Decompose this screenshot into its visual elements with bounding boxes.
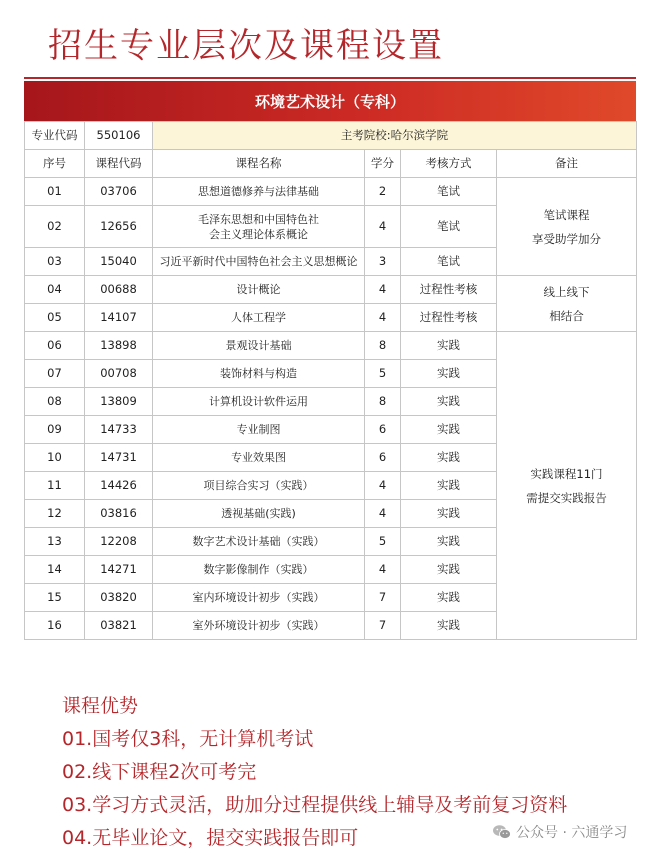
row-seq: 14 bbox=[25, 556, 85, 584]
row-course-code: 15040 bbox=[85, 248, 153, 276]
watermark-text: 公众号 · 六通学习 bbox=[516, 825, 628, 841]
row-course-name: 专业制图 bbox=[153, 416, 365, 444]
row-course-code: 12208 bbox=[85, 528, 153, 556]
row-seq: 08 bbox=[25, 388, 85, 416]
row-course-name: 习近平新时代中国特色社会主义思想概论 bbox=[153, 248, 365, 276]
row-seq: 02 bbox=[25, 206, 85, 248]
advantage-item-2: 02.线下课程2次可考完 bbox=[62, 761, 257, 783]
row-course-code: 14271 bbox=[85, 556, 153, 584]
row-credits: 3 bbox=[365, 248, 401, 276]
advantage-item-4: 04.无毕业论文，提交实践报告即可 bbox=[62, 827, 359, 849]
row-course-code: 00708 bbox=[85, 360, 153, 388]
row-course-name: 数字影像制作（实践） bbox=[153, 556, 365, 584]
row-course-name bbox=[153, 206, 365, 248]
row-seq: 15 bbox=[25, 584, 85, 612]
header-course-code: 课程代码 bbox=[85, 150, 153, 178]
row-seq: 06 bbox=[25, 332, 85, 360]
row-exam: 实践 bbox=[401, 388, 497, 416]
row-remark bbox=[497, 178, 637, 276]
row-course-code: 03706 bbox=[85, 178, 153, 206]
row-exam: 实践 bbox=[401, 500, 497, 528]
row-seq: 05 bbox=[25, 304, 85, 332]
row-course-name: 专业效果图 bbox=[153, 444, 365, 472]
header-remark: 备注 bbox=[497, 150, 637, 178]
row-remark bbox=[497, 276, 637, 332]
major-info-row bbox=[25, 122, 637, 150]
row-exam: 过程性考核 bbox=[401, 304, 497, 332]
page-title: 招生专业层次及课程设置 bbox=[48, 26, 444, 66]
row-seq: 11 bbox=[25, 472, 85, 500]
row-credits: 7 bbox=[365, 584, 401, 612]
advantage-item-1: 01.国考仅3科，无计算机考试 bbox=[62, 728, 314, 750]
row-exam: 实践 bbox=[401, 416, 497, 444]
row-course-code: 03821 bbox=[85, 612, 153, 640]
header-seq: 序号 bbox=[25, 150, 85, 178]
row-seq: 10 bbox=[25, 444, 85, 472]
row-credits: 8 bbox=[365, 332, 401, 360]
row-seq: 16 bbox=[25, 612, 85, 640]
major-banner: 环境艺术设计（专科） bbox=[24, 81, 636, 121]
course-rows bbox=[25, 178, 637, 640]
row-seq: 09 bbox=[25, 416, 85, 444]
major-code-value: 550106 bbox=[85, 122, 153, 150]
row-course-name: 装饰材料与构造 bbox=[153, 360, 365, 388]
school-cell: 主考院校:哈尔滨学院 bbox=[153, 122, 637, 150]
header-credits: 学分 bbox=[365, 150, 401, 178]
row-exam: 实践 bbox=[401, 360, 497, 388]
row-seq: 07 bbox=[25, 360, 85, 388]
row-course-name: 室外环境设计初步（实践） bbox=[153, 612, 365, 640]
row-course-name: 数字艺术设计基础（实践） bbox=[153, 528, 365, 556]
row-course-code: 14733 bbox=[85, 416, 153, 444]
row-remark bbox=[497, 332, 637, 640]
row-course-code: 13809 bbox=[85, 388, 153, 416]
row-course-code: 14731 bbox=[85, 444, 153, 472]
table-row bbox=[25, 178, 637, 206]
row-course-name: 景观设计基础 bbox=[153, 332, 365, 360]
table-row bbox=[25, 332, 637, 360]
row-course-code: 03816 bbox=[85, 500, 153, 528]
advantages-heading: 课程优势 bbox=[62, 695, 139, 717]
row-course-name: 透视基础(实践) bbox=[153, 500, 365, 528]
row-credits: 4 bbox=[365, 472, 401, 500]
remark-line: 相结合 bbox=[549, 308, 584, 323]
row-course-name: 计算机设计软件运用 bbox=[153, 388, 365, 416]
row-course-code: 14107 bbox=[85, 304, 153, 332]
major-code-label: 专业代码 bbox=[25, 122, 85, 150]
row-course-code: 00688 bbox=[85, 276, 153, 304]
row-credits: 4 bbox=[365, 556, 401, 584]
header-course-name: 课程名称 bbox=[153, 150, 365, 178]
row-credits: 4 bbox=[365, 304, 401, 332]
header-exam: 考核方式 bbox=[401, 150, 497, 178]
row-credits: 2 bbox=[365, 178, 401, 206]
title-divider bbox=[24, 77, 636, 79]
row-credits: 4 bbox=[365, 276, 401, 304]
row-exam: 实践 bbox=[401, 584, 497, 612]
row-course-name: 设计概论 bbox=[153, 276, 365, 304]
row-course-code: 12656 bbox=[85, 206, 153, 248]
row-course-code: 14426 bbox=[85, 472, 153, 500]
row-exam: 笔试 bbox=[401, 206, 497, 248]
row-course-name: 人体工程学 bbox=[153, 304, 365, 332]
row-course-name: 项目综合实习（实践） bbox=[153, 472, 365, 500]
row-credits: 6 bbox=[365, 416, 401, 444]
remark-line: 实践课程11门 bbox=[530, 466, 603, 481]
row-exam: 实践 bbox=[401, 472, 497, 500]
remark-line: 需提交实践报告 bbox=[526, 490, 607, 505]
advantage-item-3: 03.学习方式灵活，助加分过程提供线上辅导及考前复习资料 bbox=[62, 794, 568, 816]
row-exam: 实践 bbox=[401, 528, 497, 556]
course-name-line: 毛泽东思想和中国特色社 bbox=[198, 212, 319, 226]
row-seq: 04 bbox=[25, 276, 85, 304]
remark-line: 线上线下 bbox=[543, 284, 590, 299]
row-credits: 5 bbox=[365, 360, 401, 388]
row-exam: 实践 bbox=[401, 612, 497, 640]
row-course-name: 室内环境设计初步（实践） bbox=[153, 584, 365, 612]
table-header-row bbox=[25, 150, 637, 178]
row-course-name: 思想道德修养与法律基础 bbox=[153, 178, 365, 206]
wechat-icon bbox=[492, 824, 512, 840]
row-credits: 6 bbox=[365, 444, 401, 472]
row-exam: 实践 bbox=[401, 556, 497, 584]
row-exam: 笔试 bbox=[401, 248, 497, 276]
watermark bbox=[492, 822, 627, 842]
row-exam: 实践 bbox=[401, 444, 497, 472]
remark-line: 享受助学加分 bbox=[532, 231, 601, 246]
row-credits: 4 bbox=[365, 206, 401, 248]
row-seq: 12 bbox=[25, 500, 85, 528]
row-exam: 过程性考核 bbox=[401, 276, 497, 304]
row-exam: 实践 bbox=[401, 332, 497, 360]
row-credits: 4 bbox=[365, 500, 401, 528]
remark-line: 笔试课程 bbox=[543, 207, 590, 222]
table-row bbox=[25, 276, 637, 304]
row-credits: 8 bbox=[365, 388, 401, 416]
course-name-line: 会主义理论体系概论 bbox=[209, 227, 308, 241]
row-course-code: 03820 bbox=[85, 584, 153, 612]
row-course-code: 13898 bbox=[85, 332, 153, 360]
row-seq: 01 bbox=[25, 178, 85, 206]
row-credits: 5 bbox=[365, 528, 401, 556]
course-table bbox=[24, 121, 637, 640]
row-seq: 03 bbox=[25, 248, 85, 276]
row-credits: 7 bbox=[365, 612, 401, 640]
row-exam: 笔试 bbox=[401, 178, 497, 206]
row-seq: 13 bbox=[25, 528, 85, 556]
